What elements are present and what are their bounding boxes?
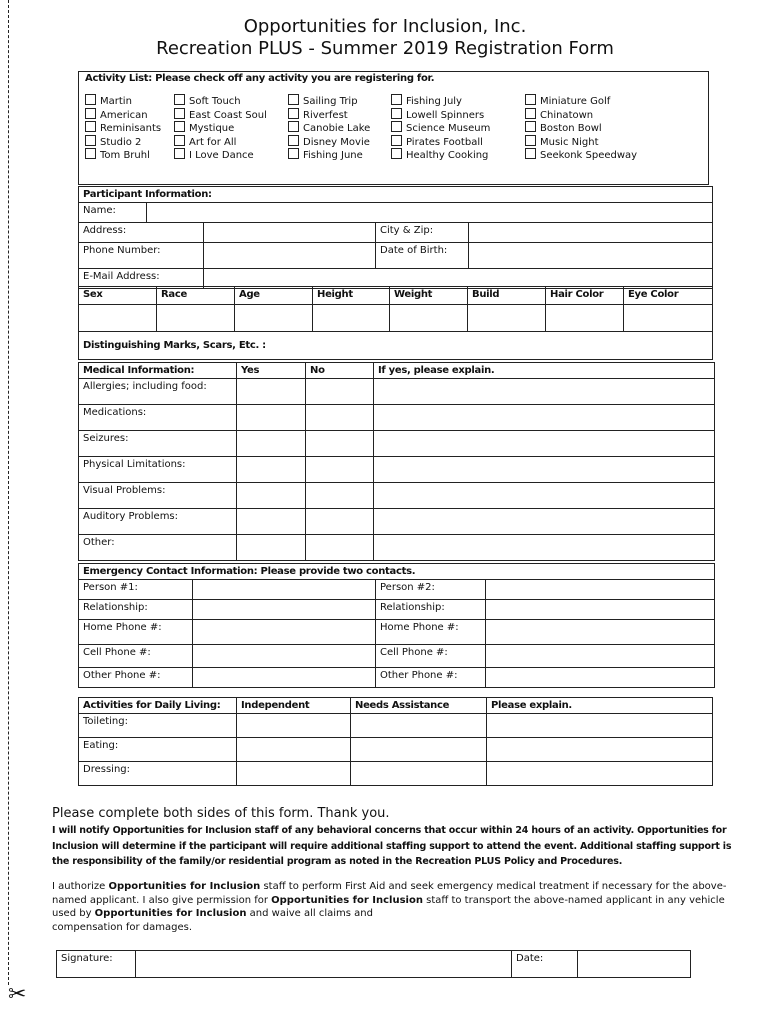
checkbox[interactable]	[525, 94, 536, 105]
other-phone2-label: Other Phone #:	[376, 668, 486, 688]
explain-cell[interactable]	[374, 405, 715, 431]
daily-living-table	[78, 697, 713, 786]
activity-option[interactable]: Tom Bruhl	[85, 148, 161, 162]
organization-title: Opportunities for Inclusion, Inc.	[243, 16, 527, 37]
activity-option[interactable]: Science Museum	[391, 121, 490, 135]
needs-assistance-header: Needs Assistance	[351, 698, 487, 714]
needs-assistance-cell[interactable]	[351, 714, 487, 738]
relationship2-label: Relationship:	[376, 600, 486, 620]
checkbox[interactable]	[391, 135, 402, 146]
allergies-label: Allergies; including food:	[79, 379, 237, 405]
checkbox[interactable]	[174, 121, 185, 132]
activity-column-4	[391, 94, 490, 162]
independent-cell[interactable]	[237, 762, 351, 786]
needs-assistance-cell[interactable]	[351, 762, 487, 786]
daily-explain-header: Please explain.	[487, 698, 713, 714]
build-header: Build	[468, 287, 546, 305]
explain-cell[interactable]	[487, 738, 713, 762]
cell-phone1-label: Cell Phone #:	[79, 645, 193, 668]
checkbox[interactable]	[174, 135, 185, 146]
phone-label: Phone Number:	[79, 243, 204, 269]
distinguishing-marks-field[interactable]: Distinguishing Marks, Scars, Etc. :	[79, 332, 713, 360]
checkbox[interactable]	[391, 94, 402, 105]
needs-assistance-cell[interactable]	[351, 738, 487, 762]
toileting-label: Toileting:	[79, 714, 237, 738]
activity-option[interactable]: Pirates Football	[391, 135, 490, 149]
person2-label: Person #2:	[376, 580, 486, 600]
activity-option[interactable]: Fishing July	[391, 94, 490, 108]
explain-cell[interactable]	[374, 379, 715, 405]
activity-option[interactable]: American	[85, 108, 161, 122]
activity-option[interactable]: Chinatown	[525, 108, 637, 122]
activity-option[interactable]: Boston Bowl	[525, 121, 637, 135]
independent-cell[interactable]	[237, 714, 351, 738]
explain-cell[interactable]	[487, 762, 713, 786]
checkbox[interactable]	[85, 108, 96, 119]
yes-cell[interactable]	[237, 483, 306, 509]
checkbox[interactable]	[525, 121, 536, 132]
activity-option[interactable]: Seekonk Speedway	[525, 148, 637, 162]
no-cell[interactable]	[306, 379, 374, 405]
relationship2-field[interactable]	[486, 600, 715, 620]
physical-limitations-label: Physical Limitations:	[79, 457, 237, 483]
checkbox[interactable]	[288, 135, 299, 146]
activity-option[interactable]: I Love Dance	[174, 148, 267, 162]
build-field[interactable]	[468, 305, 546, 332]
medical-info-table	[78, 362, 715, 561]
yes-cell[interactable]	[237, 431, 306, 457]
participant-info-table	[78, 186, 713, 289]
checkbox[interactable]	[85, 121, 96, 132]
city-zip-field[interactable]	[469, 223, 713, 243]
race-header: Race	[157, 287, 235, 305]
checkbox[interactable]	[391, 108, 402, 119]
no-cell[interactable]	[306, 431, 374, 457]
yes-cell[interactable]	[237, 405, 306, 431]
yes-cell[interactable]	[237, 379, 306, 405]
cut-line	[8, 0, 9, 985]
yes-cell[interactable]	[237, 535, 306, 561]
no-cell[interactable]	[306, 483, 374, 509]
activity-column-3	[288, 94, 370, 162]
explain-cell[interactable]	[374, 431, 715, 457]
hair-color-field[interactable]	[546, 305, 624, 332]
activity-option[interactable]: Sailing Trip	[288, 94, 370, 108]
home-phone2-label: Home Phone #:	[376, 620, 486, 645]
activity-column-5	[525, 94, 637, 162]
explain-cell[interactable]	[374, 457, 715, 483]
checkbox[interactable]	[85, 135, 96, 146]
seizures-label: Seizures:	[79, 431, 237, 457]
activity-option[interactable]: Miniature Golf	[525, 94, 637, 108]
age-field[interactable]	[235, 305, 313, 332]
activity-column-1	[85, 94, 161, 162]
other-phone2-field[interactable]	[486, 668, 715, 688]
activity-option[interactable]: Art for All	[174, 135, 267, 149]
eye-color-header: Eye Color	[624, 287, 713, 305]
form-title: Recreation PLUS - Summer 2019 Registration Form	[156, 38, 614, 59]
address-field[interactable]	[204, 223, 376, 243]
yes-cell[interactable]	[237, 457, 306, 483]
activity-option[interactable]: Studio 2	[85, 135, 161, 149]
behavior-notice-text: I will notify Opportunities for Inclusion staff of any behavioral concerns that occur within 24 hours of an activity. Opportunities for Inclusion will determine if the participant will require additional staffing support to attend the event. Additional staffing support is the responsibility of the family/or residential program as noted in the Recreation PLUS Policy and Procedures.	[52, 825, 732, 867]
sex-header: Sex	[79, 287, 157, 305]
participant-attributes-table	[78, 286, 713, 360]
city-zip-label: City & Zip:	[376, 223, 469, 243]
date-field[interactable]	[578, 951, 691, 978]
activity-option[interactable]: Fishing June	[288, 148, 370, 162]
activity-option[interactable]: East Coast Soul	[174, 108, 267, 122]
activity-option[interactable]: Reminisants	[85, 121, 161, 135]
explain-cell[interactable]	[487, 714, 713, 738]
person1-label: Person #1:	[79, 580, 193, 600]
independent-header: Independent	[237, 698, 351, 714]
auditory-problems-label: Auditory Problems:	[79, 509, 237, 535]
checkbox[interactable]	[288, 94, 299, 105]
signature-label: Signature:	[57, 951, 136, 978]
other-phone1-field[interactable]	[193, 668, 376, 688]
activity-option[interactable]: Canobie Lake	[288, 121, 370, 135]
please-complete-text: Please complete both sides of this form. Thank you.	[52, 806, 390, 821]
race-field[interactable]	[157, 305, 235, 332]
explain-cell[interactable]	[374, 535, 715, 561]
dressing-label: Dressing:	[79, 762, 237, 786]
participant-heading: Participant Information:	[79, 187, 713, 203]
activity-list-box	[78, 71, 709, 185]
authorization-text: I authorize Opportunities for Inclusion staff to perform First Aid and seek emergency medical treatment if necessary for the above-named applicant. I also give permission for Opportunities for Inclusion staff to transport the above-named applicant in any vehicle used by Opportunities for Inclusion and waive all claims and compensation for damages.	[52, 881, 727, 933]
dob-label: Date of Birth:	[376, 243, 469, 269]
weight-header: Weight	[390, 287, 468, 305]
explain-header: If yes, please explain.	[374, 363, 715, 379]
checkbox[interactable]	[85, 94, 96, 105]
date-label: Date:	[512, 951, 578, 978]
yes-header: Yes	[237, 363, 306, 379]
no-cell[interactable]	[306, 509, 374, 535]
home-phone2-field[interactable]	[486, 620, 715, 645]
email-label: E-Mail Address:	[79, 269, 204, 289]
activity-column-2	[174, 94, 267, 162]
cell-phone2-label: Cell Phone #:	[376, 645, 486, 668]
phone-field[interactable]	[204, 243, 376, 269]
height-field[interactable]	[313, 305, 390, 332]
scissors-icon: ✂	[8, 982, 27, 1007]
checkbox[interactable]	[391, 121, 402, 132]
explain-cell[interactable]	[374, 509, 715, 535]
activity-option[interactable]: Healthy Cooking	[391, 148, 490, 162]
no-cell[interactable]	[306, 405, 374, 431]
explain-cell[interactable]	[374, 483, 715, 509]
name-field[interactable]	[147, 203, 713, 223]
eating-label: Eating:	[79, 738, 237, 762]
no-header: No	[306, 363, 374, 379]
home-phone1-label: Home Phone #:	[79, 620, 193, 645]
eye-color-field[interactable]	[624, 305, 713, 332]
checkbox[interactable]	[174, 94, 185, 105]
no-cell[interactable]	[306, 457, 374, 483]
height-header: Height	[313, 287, 390, 305]
activity-option[interactable]: Soft Touch	[174, 94, 267, 108]
activity-option[interactable]: Lowell Spinners	[391, 108, 490, 122]
sex-field[interactable]	[79, 305, 157, 332]
checkbox[interactable]	[391, 148, 402, 159]
home-phone1-field[interactable]	[193, 620, 376, 645]
other-phone1-label: Other Phone #:	[79, 668, 193, 688]
activity-option[interactable]: Mystique	[174, 121, 267, 135]
name-label: Name:	[79, 203, 147, 223]
relationship1-label: Relationship:	[79, 600, 193, 620]
visual-problems-label: Visual Problems:	[79, 483, 237, 509]
emergency-contact-table	[78, 563, 715, 688]
activity-option[interactable]: Riverfest	[288, 108, 370, 122]
independent-cell[interactable]	[237, 738, 351, 762]
relationship1-field[interactable]	[193, 600, 376, 620]
checkbox[interactable]	[525, 135, 536, 146]
cell-phone1-field[interactable]	[193, 645, 376, 668]
checkbox[interactable]	[525, 108, 536, 119]
daily-living-heading: Activities for Daily Living:	[79, 698, 237, 714]
person2-field[interactable]	[486, 580, 715, 600]
checkbox[interactable]	[174, 108, 185, 119]
weight-field[interactable]	[390, 305, 468, 332]
age-header: Age	[235, 287, 313, 305]
medications-label: Medications:	[79, 405, 237, 431]
activity-option[interactable]: Music Night	[525, 135, 637, 149]
checkbox[interactable]	[525, 148, 536, 159]
address-label: Address:	[79, 223, 204, 243]
signature-field[interactable]	[136, 951, 512, 978]
checkbox[interactable]	[288, 148, 299, 159]
checkbox[interactable]	[174, 148, 185, 159]
checkbox[interactable]	[288, 121, 299, 132]
checkbox[interactable]	[85, 148, 96, 159]
person1-field[interactable]	[193, 580, 376, 600]
hair-color-header: Hair Color	[546, 287, 624, 305]
activity-list-heading: Activity List: Please check off any activity you are registering for.	[85, 73, 435, 84]
dob-field[interactable]	[469, 243, 713, 269]
signature-table	[56, 950, 691, 978]
yes-cell[interactable]	[237, 509, 306, 535]
medical-heading: Medical Information:	[79, 363, 237, 379]
emergency-heading: Emergency Contact Information: Please provide two contacts.	[79, 564, 715, 580]
no-cell[interactable]	[306, 535, 374, 561]
checkbox[interactable]	[288, 108, 299, 119]
activity-option[interactable]: Disney Movie	[288, 135, 370, 149]
other-label: Other:	[79, 535, 237, 561]
activity-option[interactable]: Martin	[85, 94, 161, 108]
cell-phone2-field[interactable]	[486, 645, 715, 668]
